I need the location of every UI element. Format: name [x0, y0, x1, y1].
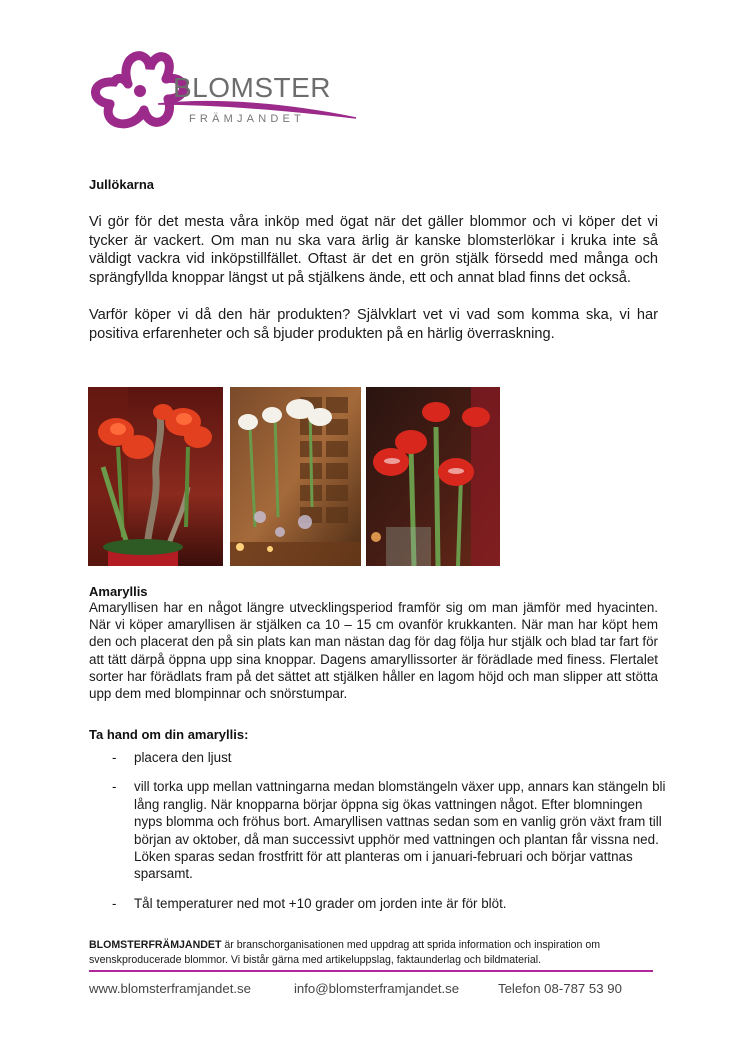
footer-org-name: BLOMSTERFRÄMJANDET [89, 939, 222, 951]
footer-divider [89, 970, 653, 972]
bullet-dash: - [112, 750, 117, 765]
list-item-text: vill torka upp mellan vattningarna medan blomstängeln växer upp, annars kan stängeln bli lång ranglig. När knopparna börjar öppna sig ökas vattningen något. Efter blomningen nyps blomma och fröhus bort. Amaryllisen vattnas sedan som en vanlig grön växt fram till början av oktober, då man successivt upphör med vattningen och plantan får vissna ned. Löken sparas sedan frostfritt för att planteras om i januari-februari och börjar vattnas sparsamt. [134, 779, 666, 882]
list-item-text: Tål temperaturer ned mot +10 grader om jorden inte är för blöt. [134, 895, 507, 911]
list-item [89, 895, 669, 912]
footer-description [89, 938, 659, 967]
footer-website-link[interactable]: www.blomsterframjandet.se [89, 981, 251, 996]
footer-phone: Telefon 08-787 53 90 [498, 981, 622, 996]
intro-paragraph: Vi gör för det mesta våra inköp med ögat när det gäller blommor och vi köper det vi tycker är vackert. Om man nu ska vara ärlig är kanske blomsterlökar i kruka inte så väldigt vackra vid inköpstillfället. Oftast är det en grön stjälk försedd med många och sprängfyllda knoppar längst ut på stjälkens ände, ett och annat blad finns det också. [89, 214, 658, 286]
heading-care-instructions: Ta hand om din amaryllis: [89, 727, 249, 742]
bullet-dash: - [112, 895, 117, 911]
blomsterframjandet-logo [88, 44, 363, 140]
footer-email-link[interactable]: info@blomsterframjandet.se [294, 981, 460, 996]
amaryllis-paragraph: Amaryllisen har en något längre utvecklingsperiod framför sig om man jämför med hyacinten. När vi köper amaryllisen är stjälken ca 10 – 15 cm ovanför krukkanten. När man har köpt hem den och placerat den på sin plats kan man nästan dag för dag följa hur stjälk och blad tar fart för att tätt därpå öppna upp sina knoppar. Dagens amaryllissorter är förädlade med finess. Flertalet sorter har förädlats fram på det sättet att stjälken håller en lagom höjd och man slipper att stötta upp dem med blompinnar och snörstumpar. [89, 600, 658, 702]
heading-jullokarna: Jullökarna [89, 177, 155, 192]
intro-paragraph-2: Varför köper vi då den här produkten? Självklart vet vi vad som komma ska, vi har positiva erfarenheter och så bjuder produkten på en härlig överraskning. [89, 307, 658, 342]
list-item [89, 778, 669, 882]
amaryllis-photo-1 [88, 387, 223, 566]
list-item [89, 749, 669, 766]
logo-wordmark: BLOMSTER [173, 72, 332, 103]
footer-description-text: är branschorganisationen med uppdrag att sprida information och inspiration om svenskproducerade blommor. Vi bistår gärna med artikeluppslag, faktaunderlag och bildmaterial. [89, 939, 601, 966]
amaryllis-photo-3 [366, 387, 500, 566]
list-item-text: placera den ljust [134, 750, 232, 765]
amaryllis-photo-2 [230, 387, 361, 566]
logo-subtitle: FRÄMJANDET [189, 113, 305, 125]
bullet-dash: - [112, 779, 117, 795]
care-list [89, 749, 669, 912]
heading-amaryllis: Amaryllis [89, 584, 148, 599]
